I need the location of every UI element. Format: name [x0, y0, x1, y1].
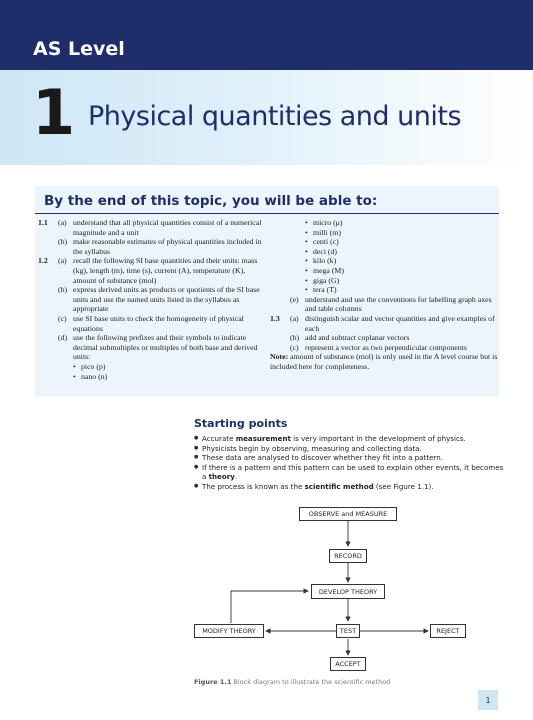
- item-text: (see Figure 1.1).: [373, 481, 434, 491]
- item-text: .: [234, 472, 238, 482]
- accept-box: ACCEPT: [330, 657, 366, 671]
- prefix-bullet: • tera (T): [305, 285, 498, 295]
- objective-letter: (d): [58, 333, 68, 343]
- note-label: Note:: [270, 352, 289, 362]
- reject-box: REJECT: [430, 624, 466, 638]
- develop-theory-box: DEVELOP THEORY: [311, 584, 385, 599]
- page-number: 1: [478, 690, 498, 710]
- starting-points-heading: Starting points: [194, 417, 288, 430]
- objective-text: use SI base units to check the homogeneity of physical equations: [73, 313, 244, 333]
- prefix-bullet: • pico (p): [73, 362, 264, 372]
- objective-text: make reasonable estimates of physical quantities included in the syllabus: [73, 237, 262, 256]
- objective-letter: (b): [58, 285, 68, 295]
- item-text: Accurate: [202, 434, 236, 443]
- figure-caption-text: Block diagram to illustrate the scientific method: [233, 678, 391, 686]
- prefix-bullet: • micro (μ): [305, 218, 498, 228]
- objective-letter: (a): [290, 313, 299, 323]
- objective-text: recall the following SI base quantities and their units: mass (kg), length (m), time (s), current (A), temperature (K), amount of substance (mol): [73, 256, 258, 285]
- item-text: The process is known as the: [202, 481, 305, 491]
- arrow-modify-develop: [231, 591, 308, 623]
- level-title: AS Level: [33, 38, 125, 60]
- prefix-bullet: • deci (d): [305, 247, 498, 257]
- objective-number: 1.1: [38, 218, 48, 227]
- objective-text: use the following prefixes and their symbols to indicate decimal submultiples or multiples of both base and derived units:: [73, 333, 258, 362]
- item-bold: scientific method: [304, 481, 374, 491]
- objective-text: understand that all physical quantities consist of a numerical magnitude and a unit: [73, 218, 262, 237]
- item-text: If there is a pattern and this pattern can be used to explain other events, it becomes a: [202, 462, 504, 482]
- objective-number: 1.2: [38, 256, 48, 266]
- objective-letter: (c): [58, 313, 67, 323]
- objective-text: understand and use the conventions for labelling graph axes and table columns: [305, 294, 492, 314]
- modify-theory-box: MODIFY THEORY: [194, 624, 264, 638]
- item-text: These data are analysed to discover whether they fit into a pattern.: [202, 453, 444, 463]
- test-box: TEST: [336, 624, 360, 638]
- chapter-number: 1: [32, 76, 76, 149]
- objective-letter: (e): [290, 294, 299, 304]
- record-box: RECORD: [329, 549, 367, 563]
- prefix-bullet: • centi (c): [305, 237, 498, 247]
- objective-text: add and subtract coplanar vectors: [305, 333, 410, 343]
- objectives-heading: By the end of this topic, you will be able to:: [44, 193, 378, 209]
- prefix-bullet: • giga (G): [305, 276, 498, 286]
- figure-caption: [194, 678, 390, 686]
- objective-text: distinguish scalar and vector quantities and give examples of each: [305, 313, 495, 333]
- objective-text: express derived units as products or quotients of the SI base units and use the named units listed in the syllabus as appropriate: [73, 285, 260, 314]
- objective-letter: (a): [58, 218, 67, 227]
- item-bold: theory: [208, 472, 235, 482]
- prefix-bullet: • kilo (k): [305, 256, 498, 266]
- item-text: is very important in the development of physics.: [290, 434, 466, 443]
- objective-letter: (a): [58, 256, 67, 266]
- prefix-bullet: • nano (n): [73, 372, 264, 382]
- item-text: Physicists begin by observing, measuring and collecting data.: [202, 443, 422, 453]
- prefix-bullet: • milli (m): [305, 228, 498, 238]
- figure-label: Figure 1.1: [194, 678, 232, 686]
- observe-measure-box: OBSERVE and MEASURE: [299, 507, 397, 521]
- prefix-bullet: • mega (M): [305, 266, 498, 276]
- objective-number: 1.3: [270, 313, 280, 323]
- note-text: amount of substance (mol) is only used in the A level course but is included here for completeness.: [270, 352, 498, 371]
- objective-letter: (b): [58, 237, 68, 247]
- item-bold: measurement: [235, 434, 291, 443]
- objective-text: represent a vector as two perpendicular components: [305, 342, 467, 352]
- objective-letter: (b): [290, 333, 300, 343]
- objective-letter: (c): [290, 342, 299, 352]
- chapter-title: Physical quantities and units: [88, 101, 462, 132]
